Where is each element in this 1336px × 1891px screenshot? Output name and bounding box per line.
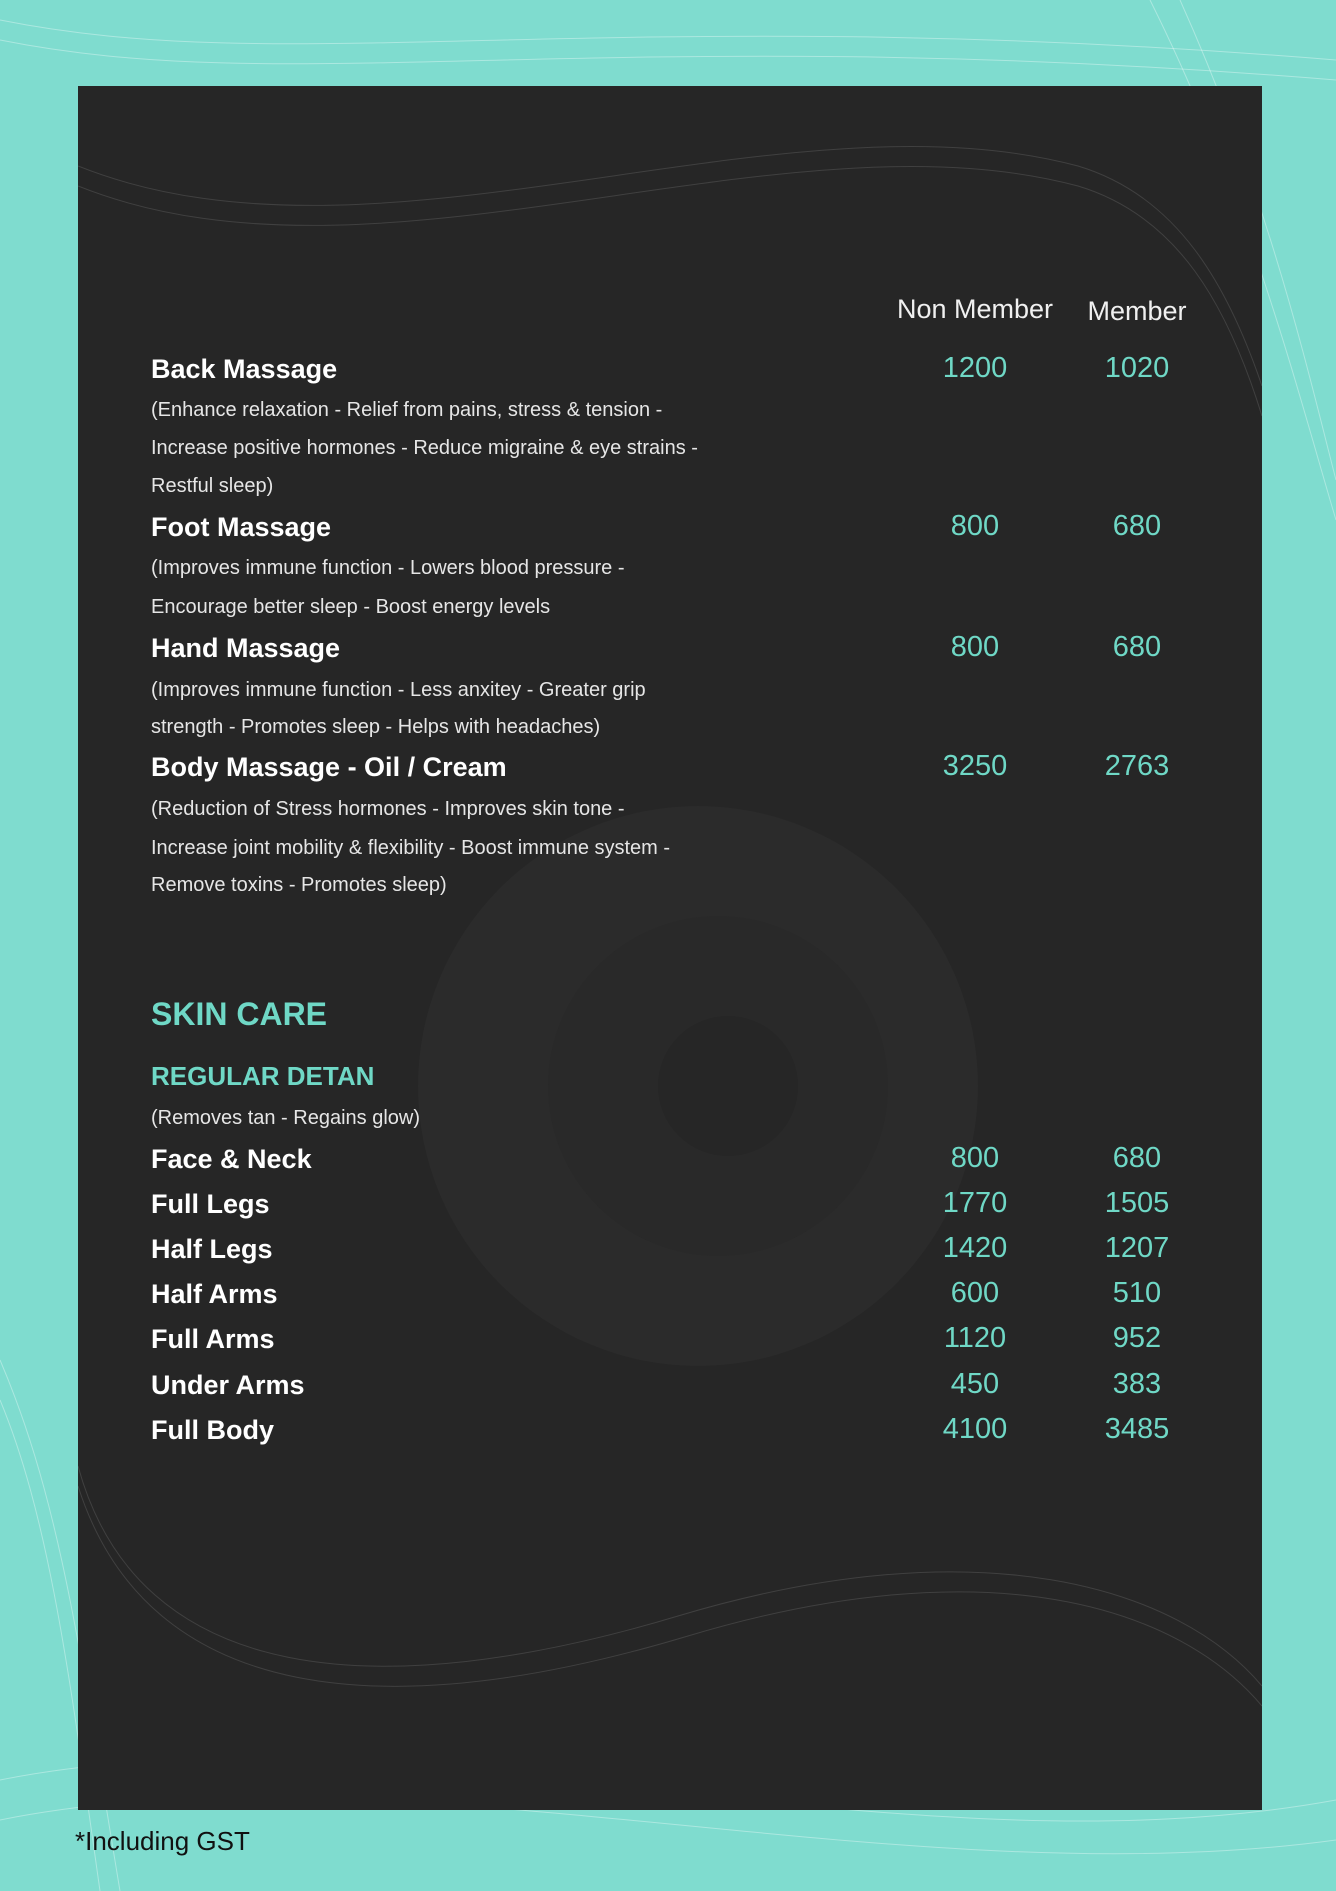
service-description: (Improves immune function - Lowers blood pressure - xyxy=(151,557,625,579)
service-name: Foot Massage xyxy=(151,512,332,542)
subsection-description: (Removes tan - Regains glow) xyxy=(151,1107,420,1129)
service-description: Increase positive hormones - Reduce migraine & eye strains - xyxy=(151,437,698,459)
price-member: 3485 xyxy=(1104,1413,1170,1445)
gst-footnote: *Including GST xyxy=(75,1826,250,1856)
price-member: 680 xyxy=(1112,631,1162,663)
service-name: Under Arms xyxy=(151,1370,305,1400)
subsection-title-regular-detan: REGULAR DETAN xyxy=(151,1061,375,1091)
service-description: strength - Promotes sleep - Helps with headaches) xyxy=(151,716,601,738)
price-member: 952 xyxy=(1112,1322,1162,1354)
price-member: 680 xyxy=(1112,1142,1162,1174)
price-non-member: 1120 xyxy=(943,1322,1007,1354)
column-header-non-member: Non Member xyxy=(896,294,1054,324)
price-member: 1505 xyxy=(1104,1187,1170,1219)
price-member: 1020 xyxy=(1104,352,1170,384)
service-description: (Enhance relaxation - Relief from pains, stress & tension - xyxy=(151,399,663,421)
service-description: Restful sleep) xyxy=(151,475,274,497)
price-non-member: 4100 xyxy=(942,1413,1008,1445)
service-description: (Improves immune function - Less anxitey - Greater grip xyxy=(151,679,646,701)
service-name: Half Arms xyxy=(151,1279,278,1309)
service-description: (Reduction of Stress hormones - Improves skin tone - xyxy=(151,798,625,820)
service-name: Back Massage xyxy=(151,354,338,384)
service-description: Remove toxins - Promotes sleep) xyxy=(151,874,447,896)
price-non-member: 800 xyxy=(950,1142,1000,1174)
price-non-member: 450 xyxy=(950,1368,1000,1400)
price-non-member: 1420 xyxy=(942,1232,1008,1264)
price-member: 510 xyxy=(1112,1277,1162,1309)
service-name: Full Legs xyxy=(151,1189,270,1219)
price-member: 383 xyxy=(1112,1368,1162,1400)
service-name: Face & Neck xyxy=(151,1144,312,1174)
service-description: Increase joint mobility & flexibility - Boost immune system - xyxy=(151,837,671,859)
service-name: Full Body xyxy=(151,1415,274,1445)
column-header-member: Member xyxy=(1087,296,1187,326)
price-non-member: 800 xyxy=(950,631,1000,663)
service-name: Full Arms xyxy=(151,1324,275,1354)
service-name: Hand Massage xyxy=(151,633,341,663)
price-non-member: 1200 xyxy=(942,352,1008,384)
price-list-panel xyxy=(78,86,1262,1810)
price-non-member: 1770 xyxy=(942,1187,1008,1219)
service-name: Body Massage - Oil / Cream xyxy=(151,752,507,782)
service-description: Encourage better sleep - Boost energy levels xyxy=(151,596,551,618)
price-member: 1207 xyxy=(1104,1232,1170,1264)
decorative-swirl xyxy=(78,86,1262,1810)
price-member: 2763 xyxy=(1104,750,1170,782)
price-member: 680 xyxy=(1112,510,1162,542)
service-name: Half Legs xyxy=(151,1234,273,1264)
section-title-skin-care: SKIN CARE xyxy=(151,996,328,1032)
price-non-member: 600 xyxy=(950,1277,1000,1309)
price-non-member: 800 xyxy=(950,510,1000,542)
price-non-member: 3250 xyxy=(942,750,1008,782)
